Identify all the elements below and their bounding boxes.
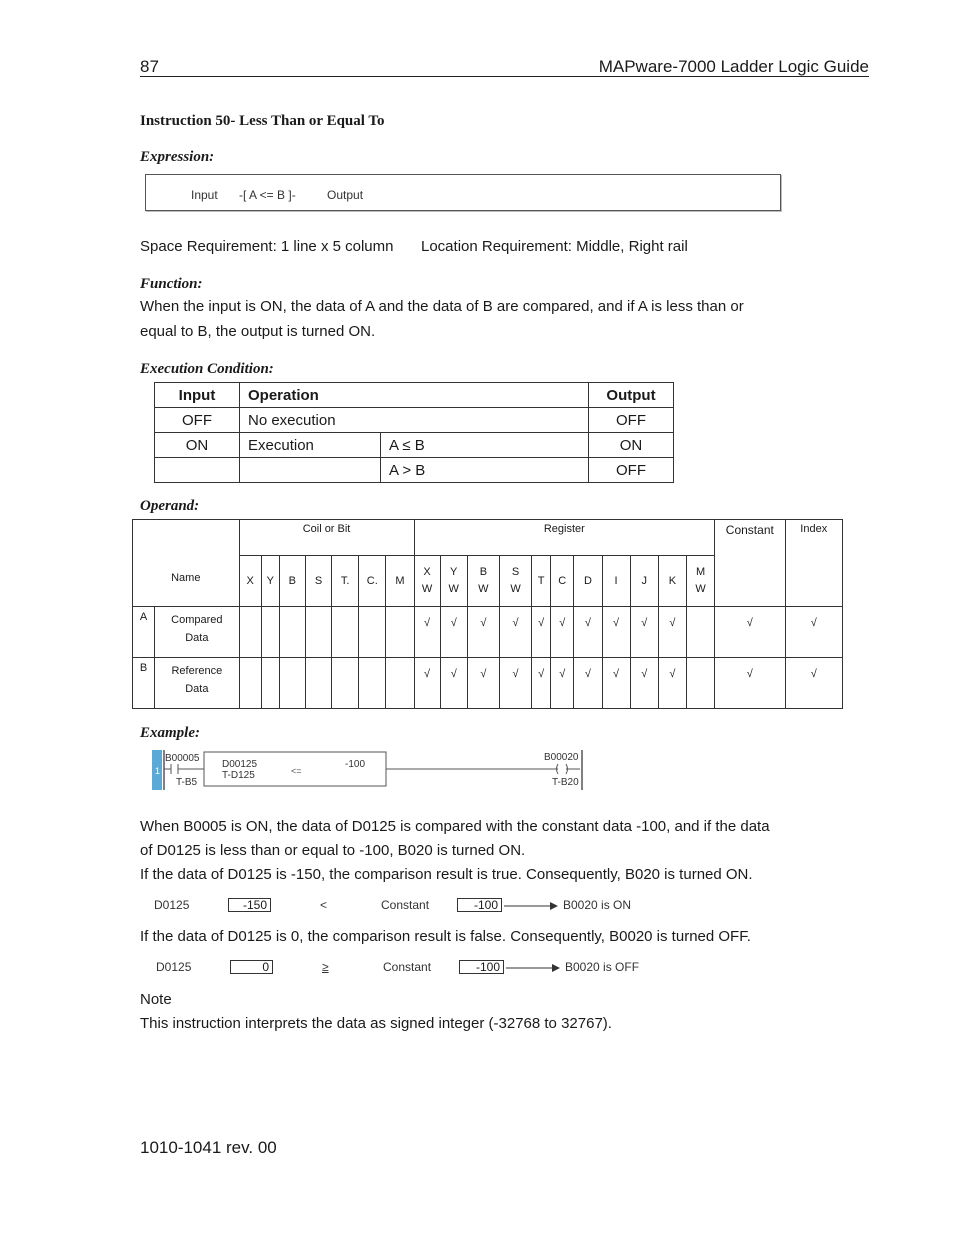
- cell-output: ON: [589, 433, 674, 458]
- constant-header: Constant: [715, 520, 785, 607]
- case-true-register: D0125: [154, 898, 190, 912]
- check-cell: √: [602, 607, 630, 658]
- cell-input: OFF: [155, 408, 240, 433]
- row-name: [155, 658, 239, 709]
- note-text: This instruction interprets the data as signed integer (-32768 to 32767).: [140, 1015, 612, 1032]
- check-cell: √: [658, 607, 686, 658]
- column-header: S: [305, 556, 331, 607]
- coil-header: Coil or Bit: [239, 520, 414, 556]
- page-number: 87: [140, 57, 159, 76]
- coil-tag: T-B20: [552, 777, 579, 788]
- cell-input: ON: [155, 433, 240, 458]
- cell-operation: [240, 458, 381, 483]
- contact-tag: T-B5: [176, 777, 198, 788]
- check-cell: √: [499, 658, 531, 709]
- index-cell: √: [785, 607, 842, 658]
- coil-symbol: [557, 764, 568, 774]
- cell-operation: Execution: [240, 433, 381, 458]
- expression-symbol: -[ A <= B ]-: [239, 188, 296, 202]
- operand-a-tag: T-D125: [222, 770, 255, 781]
- index-cell: √: [785, 658, 842, 709]
- cell-input: [155, 458, 240, 483]
- coil-address: B00020: [544, 752, 579, 763]
- row-id: A: [133, 607, 155, 658]
- column-header: I: [602, 556, 630, 607]
- check-cell: √: [532, 607, 551, 658]
- operand-b: -100: [345, 759, 366, 770]
- ladder-diagram: [152, 750, 586, 790]
- rung-number: 1: [155, 766, 161, 776]
- table-row: [155, 408, 674, 433]
- column-header: J: [630, 556, 658, 607]
- column-header: D: [574, 556, 602, 607]
- column-header: M: [386, 556, 414, 607]
- case-false-value: 0: [230, 960, 273, 974]
- column-header: B W: [467, 556, 499, 607]
- cell-output: OFF: [589, 408, 674, 433]
- register-header: Register: [414, 520, 715, 556]
- expression-input-label: Input: [191, 188, 218, 202]
- check-cell: √: [574, 607, 602, 658]
- case-false-register: D0125: [156, 960, 192, 974]
- check-cell: [239, 607, 261, 658]
- check-cell: √: [658, 658, 686, 709]
- name-header: Name: [171, 572, 201, 584]
- contact-address: B00005: [165, 753, 200, 764]
- check-cell: [386, 658, 414, 709]
- example-desc-line4: If the data of D0125 is 0, the comparison result is false. Consequently, B0020 is turned OFF.: [140, 928, 751, 945]
- check-cell: [305, 658, 331, 709]
- case-true-constant: -100: [457, 898, 502, 912]
- execution-condition-table: [154, 382, 674, 483]
- table-row: [133, 520, 843, 556]
- column-header: M W: [686, 556, 714, 607]
- row-name-line1: Reference: [171, 665, 223, 677]
- constant-cell: √: [715, 658, 785, 709]
- check-cell: [386, 607, 414, 658]
- column-header: B: [279, 556, 305, 607]
- arrow-icon: [504, 900, 558, 912]
- cell-condition: A ≤ B: [381, 433, 589, 458]
- note-label: Note: [140, 991, 172, 1008]
- column-header: C: [551, 556, 574, 607]
- example-heading: Example:: [140, 725, 200, 741]
- check-cell: √: [551, 607, 574, 658]
- check-cell: √: [414, 658, 440, 709]
- example-desc-line2: of D0125 is less than or equal to -100, B020 is turned ON.: [140, 842, 526, 859]
- row-name-line2: Data: [185, 632, 209, 644]
- constant-cell: √: [715, 607, 785, 658]
- case-true-constant-label: Constant: [381, 898, 430, 912]
- operand-a: D00125: [222, 759, 258, 770]
- function-text-line2: equal to B, the output is turned ON.: [140, 323, 376, 340]
- column-header: Y W: [440, 556, 467, 607]
- space-requirement: Space Requirement: 1 line x 5 column: [140, 238, 394, 255]
- check-cell: [261, 658, 279, 709]
- column-header: X W: [414, 556, 440, 607]
- cell-condition: A > B: [381, 458, 589, 483]
- cell-operation: No execution: [240, 408, 589, 433]
- column-header: T.: [332, 556, 359, 607]
- table-row: [155, 433, 674, 458]
- check-cell: √: [440, 658, 467, 709]
- header-input: Input: [155, 383, 240, 408]
- table-row: [155, 383, 674, 408]
- column-header: Y: [261, 556, 279, 607]
- check-cell: [239, 658, 261, 709]
- check-cell: [332, 658, 359, 709]
- row-name-line1: Compared: [171, 614, 223, 626]
- expression-heading: Expression:: [140, 149, 215, 165]
- case-true-value: -150: [228, 898, 271, 912]
- function-text-line1: When the input is ON, the data of A and the data of B are compared, and if A is less than or: [140, 298, 744, 315]
- check-cell: [359, 658, 386, 709]
- table-row: [155, 458, 674, 483]
- document-footer: 1010-1041 rev. 00: [140, 1138, 277, 1157]
- check-cell: [332, 607, 359, 658]
- check-cell: √: [499, 607, 531, 658]
- check-cell: √: [467, 658, 499, 709]
- example-desc-line1: When B0005 is ON, the data of D0125 is compared with the constant data -100, and if the data: [140, 818, 770, 835]
- table-row: [133, 607, 843, 658]
- column-header: S W: [499, 556, 531, 607]
- case-false-operator: ≥: [322, 960, 329, 974]
- check-cell: √: [440, 607, 467, 658]
- execution-condition-heading: Execution Condition:: [140, 361, 274, 377]
- arrow-icon: [506, 962, 560, 974]
- column-header: C.: [359, 556, 386, 607]
- table-row: [133, 658, 843, 709]
- column-header: X: [239, 556, 261, 607]
- check-cell: [279, 658, 305, 709]
- row-id: B: [133, 658, 155, 709]
- case-false-constant: -100: [459, 960, 504, 974]
- check-cell: √: [602, 658, 630, 709]
- compare-operator: <=: [291, 766, 302, 776]
- check-cell: √: [630, 658, 658, 709]
- expression-box: [145, 174, 781, 211]
- expression-output-label: Output: [327, 188, 364, 202]
- case-false-constant-label: Constant: [383, 960, 432, 974]
- cell-output: OFF: [589, 458, 674, 483]
- case-true-result: B0020 is ON: [563, 898, 632, 912]
- instruction-title: Instruction 50- Less Than or Equal To: [140, 113, 385, 129]
- check-cell: √: [551, 658, 574, 709]
- row-name: [155, 607, 239, 658]
- case-false-result: B0020 is OFF: [565, 960, 640, 974]
- location-requirement: Location Requirement: Middle, Right rail: [421, 238, 688, 255]
- operand-table: [132, 519, 843, 709]
- check-cell: √: [467, 607, 499, 658]
- name-header-cell: [133, 520, 240, 607]
- document-title: MAPware-7000 Ladder Logic Guide: [598, 57, 869, 76]
- example-desc-line3: If the data of D0125 is -150, the comparison result is true. Consequently, B020 is turned ON.: [140, 866, 753, 883]
- header-output: Output: [589, 383, 674, 408]
- function-heading: Function:: [140, 276, 203, 292]
- check-cell: [686, 658, 714, 709]
- index-header: Index: [785, 520, 842, 607]
- row-name-line2: Data: [185, 683, 209, 695]
- check-cell: √: [532, 658, 551, 709]
- check-cell: [359, 607, 386, 658]
- check-cell: [261, 607, 279, 658]
- check-cell: √: [574, 658, 602, 709]
- check-cell: √: [630, 607, 658, 658]
- case-true-operator: <: [320, 898, 328, 912]
- check-cell: [279, 607, 305, 658]
- operand-heading: Operand:: [140, 498, 200, 514]
- check-cell: [305, 607, 331, 658]
- column-header: K: [658, 556, 686, 607]
- header-rule: [140, 76, 869, 77]
- column-header: T: [532, 556, 551, 607]
- check-cell: [686, 607, 714, 658]
- header-operation: Operation: [240, 383, 589, 408]
- check-cell: √: [414, 607, 440, 658]
